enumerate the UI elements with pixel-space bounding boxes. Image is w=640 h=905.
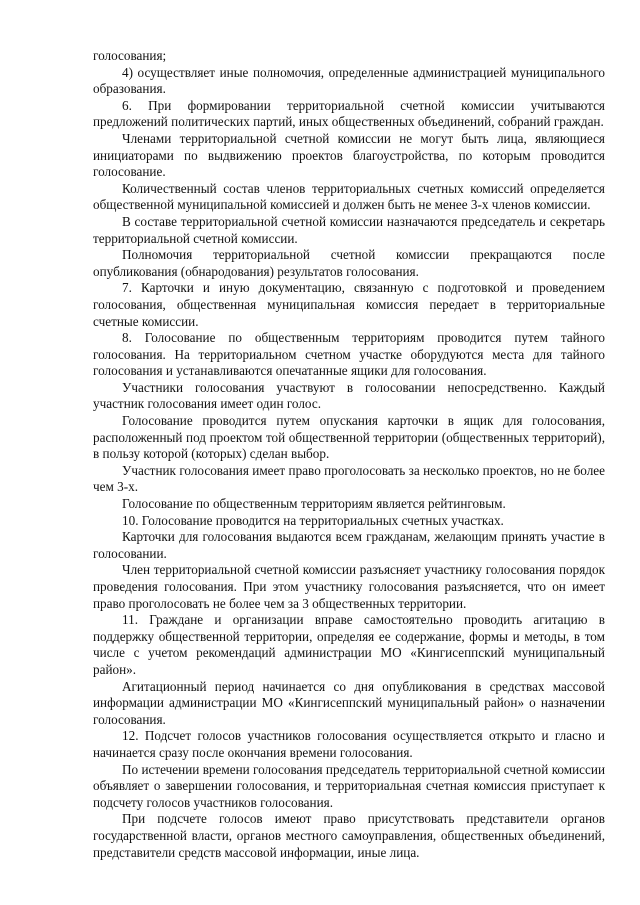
paragraph-item-12: 12. Подсчет голосов участников голосования осуществляется открыто и гласно и начинается сразу после окончания времени голосования. <box>93 728 605 760</box>
paragraph-item-11: 11. Граждане и организации вправе самостоятельно проводить агитацию в поддержку общественной территории, определяя ее содержание, формы и методы, в том числе с учетом рекомендаций администрации МО «Кингисеппский муниципальный район». <box>93 612 605 677</box>
paragraph-campaign-period: Агитационный период начинается со дня опубликования в средствах массовой информации администрации МО «Кингисеппский муниципальный район» о назначении голосования. <box>93 678 605 727</box>
paragraph-chair-secretary: В составе территориальной счетной комиссии назначаются председатель и секретарь территориальной счетной комиссии. <box>93 213 605 246</box>
paragraph-commission-members: Членами территориальной счетной комиссии не могут быть лица, являющиеся инициаторами по выдвижению проектов благоустройства, по которым проводится голосование. <box>93 130 605 180</box>
document-page <box>93 48 605 861</box>
paragraph-vote-limit: Участник голосования имеет право проголосовать за несколько проектов, но не более чем 3-х. <box>93 462 605 495</box>
paragraph-powers-termination: Полномочия территориальной счетной комиссии прекращаются после опубликования (обнародования) результатов голосования. <box>93 247 605 279</box>
paragraph-item-7: 7. Карточки и иную документацию, связанную с подготовкой и проведением голосования, общественная муниципальная комиссия передает в территориальные счетные комиссии. <box>93 280 605 329</box>
paragraph-explanation: Член территориальной счетной комиссии разъясняет участнику голосования порядок проведения голосования. При этом участнику голосования разъясняется, что он имеет право проголосовать не более чем за 3 общественных территории. <box>93 562 605 611</box>
paragraph-item-4: 4) осуществляет иные полномочия, определенные администрацией муниципального образования. <box>93 64 605 97</box>
paragraph-rating-voting: Голосование по общественным территориям является рейтинговым. <box>122 496 506 512</box>
paragraph-participants: Участники голосования участвуют в голосовании непосредственно. Каждый участник голосования имеет один голос. <box>93 379 605 412</box>
paragraph-ballots: Карточки для голосования выдаются всем гражданам, желающим принять участие в голосовании. <box>93 529 605 561</box>
paragraph-continuation: голосования; <box>93 48 167 63</box>
paragraph-observers: При подсчете голосов имеют право присутствовать представители органов государственной власти, органов местного самоуправления, общественных объединений, представители средств массовой информации, иные лица. <box>93 811 605 860</box>
paragraph-voting-end: По истечении времени голосования председатель территориальной счетной комиссии объявляет о завершении голосования, и территориальная счетная комиссия приступает к подсчету голосов участников голосования. <box>93 761 605 810</box>
paragraph-item-8: 8. Голосование по общественным территориям проводится путем тайного голосования. На территориальном счетном участке оборудуются места для тайного голосования и устанавливаются опечатанные ящики для голосования. <box>93 330 605 379</box>
paragraph-voting-method: Голосование проводится путем опускания карточки в ящик для голосования, расположенный под проектом той общественной территории (общественных территорий), в пользу которой (которых) сделан выбор. <box>93 413 605 462</box>
paragraph-item-6: 6. При формировании территориальной счетной комиссии учитываются предложений политических партий, иных общественных объединений, собраний граждан. <box>93 97 605 130</box>
paragraph-item-10: 10. Голосование проводится на территориальных счетных участках. <box>122 512 504 528</box>
paragraph-commission-size: Количественный состав членов территориальных счетных комиссий определяется общественной муниципальной комиссией и должен быть не менее 3-х членов комиссии. <box>93 180 605 213</box>
